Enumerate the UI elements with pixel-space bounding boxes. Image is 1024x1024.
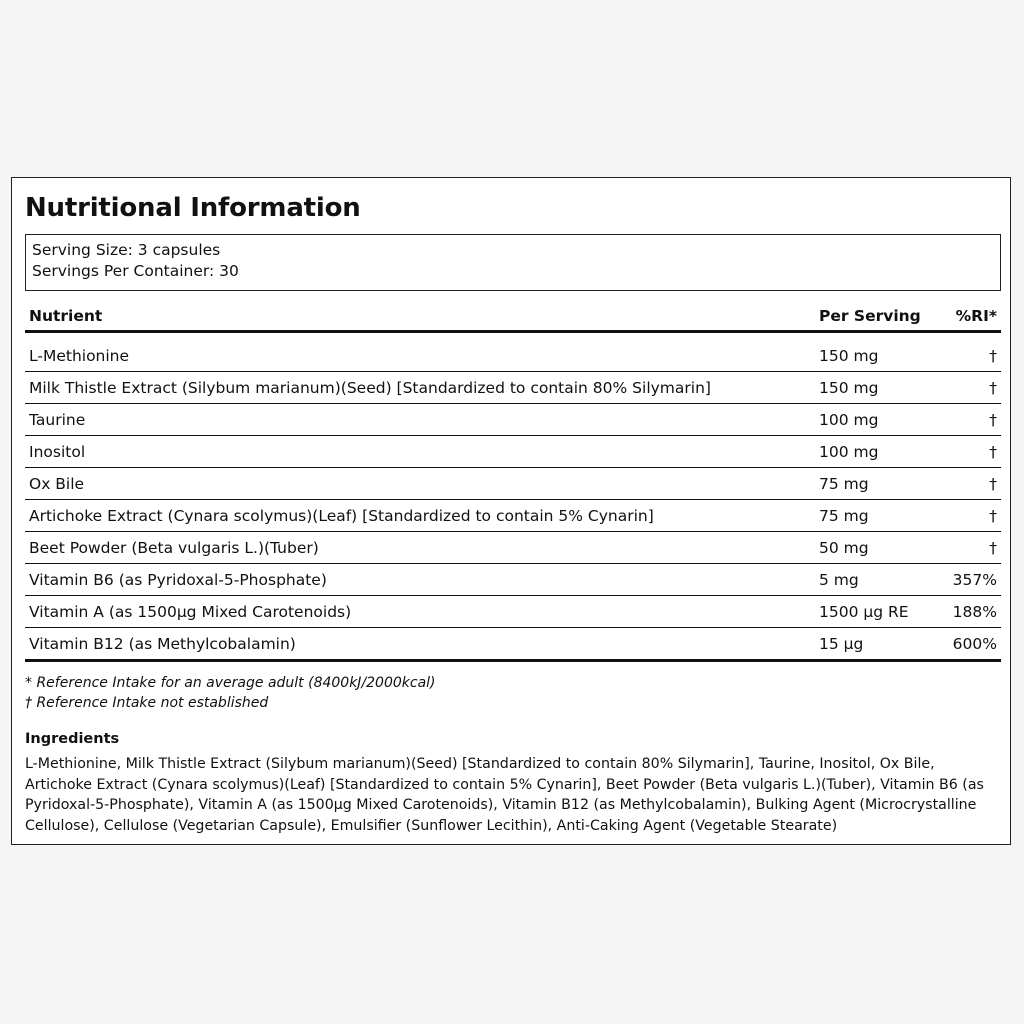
table-row (25, 372, 1001, 404)
nutrient-ri: 600% (952, 634, 997, 653)
ingredients-heading: Ingredients (25, 731, 120, 747)
nutrition-panel (11, 177, 1011, 845)
nutrient-amount: 75 mg (819, 474, 869, 493)
table-row (25, 404, 1001, 436)
nutrient-ri: † (989, 378, 997, 397)
page-title: Nutritional Information (25, 193, 361, 223)
table-row (25, 596, 1001, 628)
table-row (25, 564, 1001, 596)
nutrient-amount: 75 mg (819, 506, 869, 525)
nutrient-ri: † (989, 538, 997, 557)
serving-info-box (25, 234, 1001, 291)
table-row (25, 340, 1001, 372)
nutrient-ri: † (989, 410, 997, 429)
nutrient-amount: 1500 µg RE (819, 602, 909, 621)
nutrient-name: Inositol (29, 442, 86, 461)
nutrient-name: L-Methionine (29, 346, 130, 365)
nutrient-ri: 357% (952, 570, 997, 589)
table-row (25, 468, 1001, 500)
nutrient-name: Vitamin B6 (as Pyridoxal-5-Phosphate) (29, 570, 327, 589)
nutrient-name: Vitamin A (as 1500µg Mixed Carotenoids) (29, 602, 352, 621)
column-header-per-serving: Per Serving (819, 307, 921, 325)
servings-per-container: Servings Per Container: 30 (32, 262, 239, 280)
nutrient-amount: 150 mg (819, 346, 879, 365)
table-row (25, 628, 1001, 662)
nutrient-ri: † (989, 474, 997, 493)
nutrient-name: Vitamin B12 (as Methylcobalamin) (29, 634, 296, 653)
nutrient-name: Beet Powder (Beta vulgaris L.)(Tuber) (29, 538, 319, 557)
nutrient-amount: 150 mg (819, 378, 879, 397)
nutrient-ri: † (989, 442, 997, 461)
nutrient-amount: 5 mg (819, 570, 859, 589)
nutrient-amount: 100 mg (819, 442, 879, 461)
nutrient-table (25, 302, 1001, 662)
nutrient-name: Ox Bile (29, 474, 85, 493)
column-header-nutrient: Nutrient (29, 307, 103, 325)
footnote-not-established: † Reference Intake not established (25, 695, 269, 711)
nutrient-ri: † (989, 346, 997, 365)
footnote-reference-intake: * Reference Intake for an average adult (8400kJ/2000kcal) (25, 675, 436, 691)
table-row (25, 436, 1001, 468)
footnotes (25, 673, 436, 713)
column-header-ri: %RI* (955, 307, 997, 325)
table-header (25, 302, 1001, 333)
table-row (25, 532, 1001, 564)
ingredients-text: L-Methionine, Milk Thistle Extract (Silybum marianum)(Seed) [Standardized to contain 80% Silymarin], Taurine, Inositol, Ox Bile, Artichoke Extract (Cynara scolymus)(Leaf) [Standardized to contain 5% Cynarin], Beet Powder (Beta vulgaris L.)(Tuber), Vitamin B6 (as Pyridoxal-5-Phosphate), Vitamin A (as 1500µg Mixed Carotenoids), Vitamin B12 (as Methylcobalamin), Bulking Agent (Microcrystalline Cellulose), Cellulose (Vegetarian Capsule), Emulsifier (Sunflower Lecithin), Anti-Caking Agent (Vegetable Stearate) (25, 756, 984, 834)
nutrient-amount: 50 mg (819, 538, 869, 557)
nutrient-amount: 15 µg (819, 634, 864, 653)
table-row (25, 500, 1001, 532)
nutrient-name: Artichoke Extract (Cynara scolymus)(Leaf) [Standardized to contain 5% Cynarin] (29, 506, 654, 525)
nutrient-name: Milk Thistle Extract (Silybum marianum)(Seed) [Standardized to contain 80% Silymarin] (29, 378, 711, 397)
serving-size: Serving Size: 3 capsules (32, 241, 221, 259)
nutrient-ri: 188% (952, 602, 997, 621)
nutrient-amount: 100 mg (819, 410, 879, 429)
nutrient-ri: † (989, 506, 997, 525)
nutrient-name: Taurine (29, 410, 86, 429)
